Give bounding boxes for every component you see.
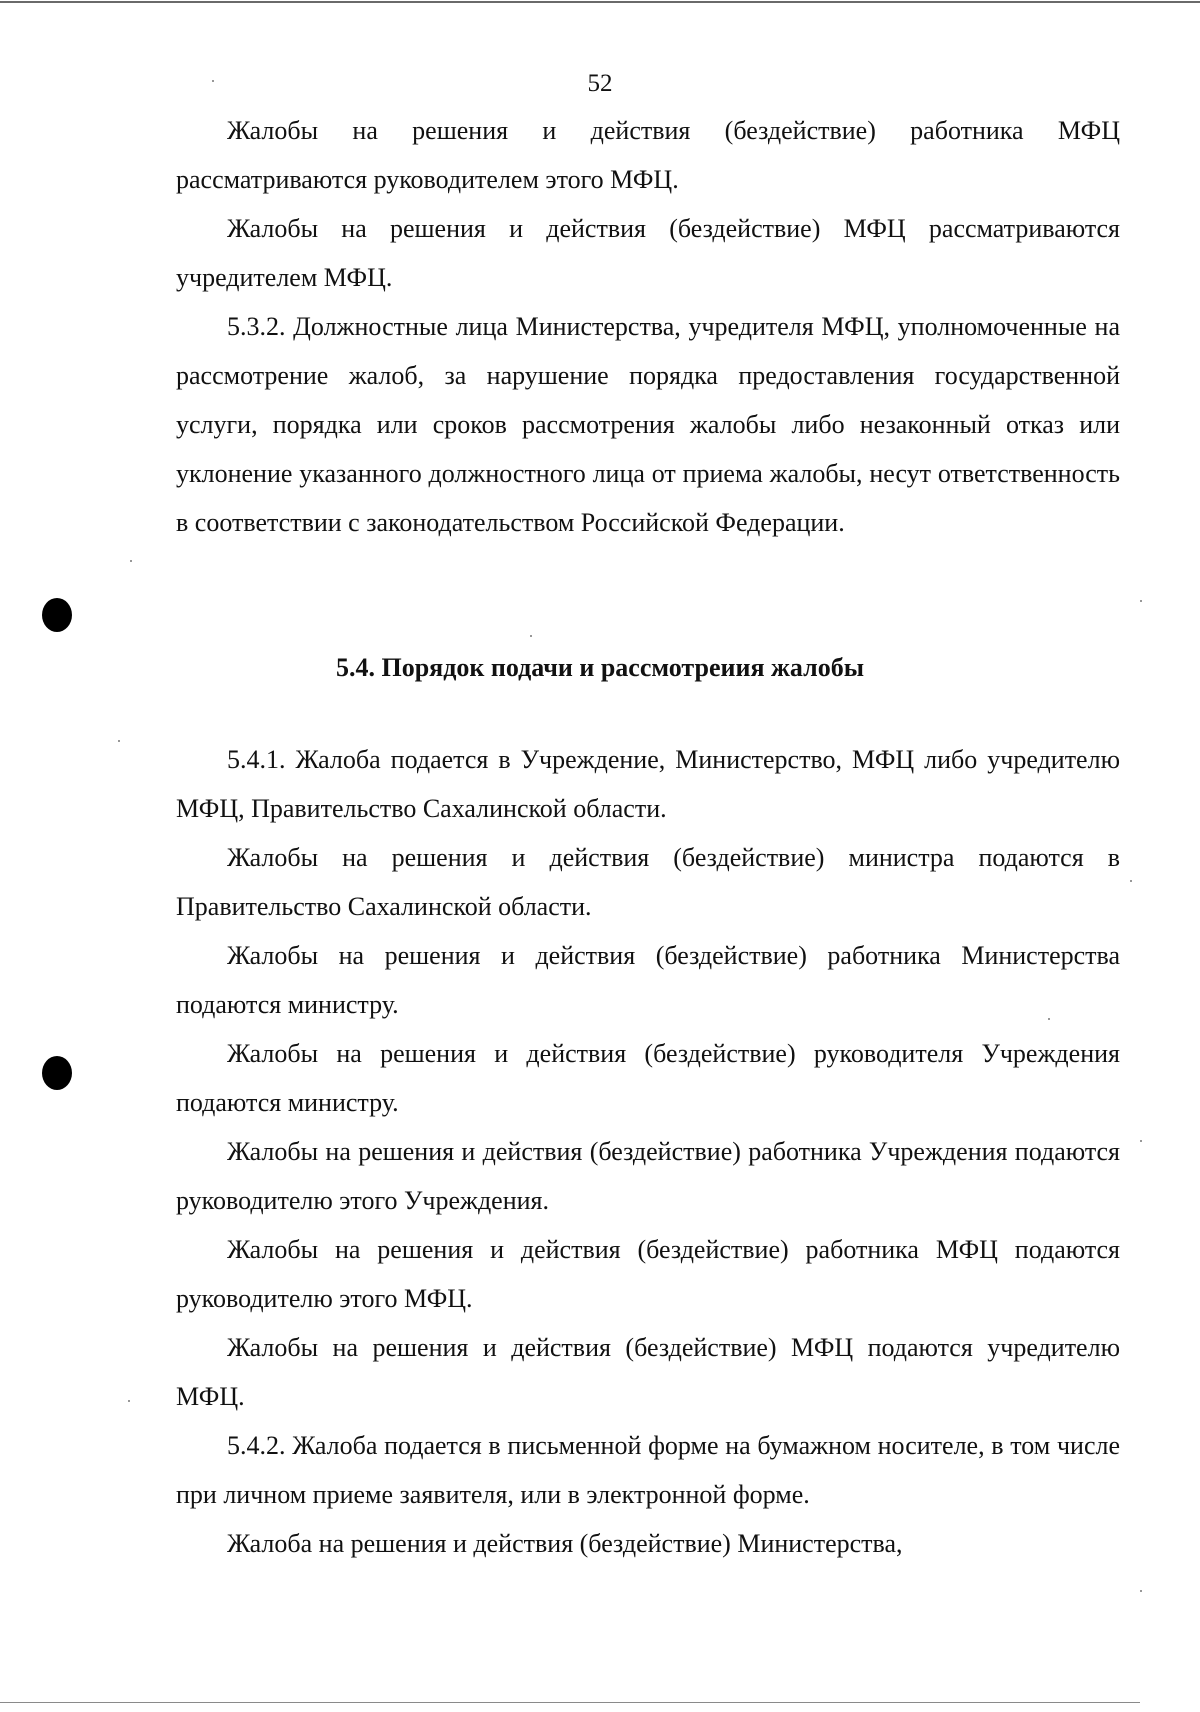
paragraph: Жалобы на решения и действия (бездействие) работника Министерства подаются министру.	[176, 941, 1120, 1019]
punch-hole-mark	[42, 1056, 72, 1090]
section-heading: 5.4. Порядок подачи и рассмотреиия жалобы	[336, 653, 864, 682]
paragraph: 5.4.2. Жалоба подается в письменной форме на бумажном носителе, в том числе при личном приеме заявителя, или в электронной форме.	[176, 1431, 1120, 1509]
paragraph: Жалобы на решения и действия (бездействие) работника МФЦ рассматриваются руководителем этого МФЦ.	[176, 116, 1120, 194]
scan-speck	[1130, 880, 1132, 882]
scan-speck	[118, 740, 120, 742]
text-block-bottom	[176, 735, 1120, 1568]
scan-speck	[130, 560, 132, 562]
paragraph: Жалобы на решения и действия (бездействие) работника Учреждения подаются руководителю этого Учреждения.	[176, 1137, 1120, 1215]
text-block-top	[176, 106, 1120, 547]
scan-bottom-edge	[0, 1702, 1140, 1703]
paragraph: 5.3.2. Должностные лица Министерства, учредителя МФЦ, уполномоченные на рассмотрение жалоб, за нарушение порядка предоставления государственной услуги, порядка или сроков рассмотрения жалобы либо незаконный отказ или уклонение указанного должностного лица от приема жалобы, несут ответственность в соответствии с законодательством Российской Федерации.	[176, 312, 1120, 537]
scan-speck	[1140, 600, 1142, 602]
paragraph: Жалобы на решения и действия (бездействие) МФЦ подаются учредителю МФЦ.	[176, 1333, 1120, 1411]
scan-speck	[1048, 1018, 1050, 1020]
paragraph: Жалобы на решения и действия (бездействие) руководителя Учреждения подаются министру.	[176, 1039, 1120, 1117]
scan-speck	[1140, 1590, 1142, 1592]
paragraph: Жалобы на решения и действия (бездействие) работника МФЦ подаются руководителю этого МФЦ.	[176, 1235, 1120, 1313]
page-number: 52	[587, 70, 613, 97]
scan-speck	[1140, 1140, 1142, 1142]
paragraph: Жалоба на решения и действия (бездействие) Министерства,	[227, 1529, 903, 1558]
scan-speck	[530, 635, 532, 637]
scan-speck	[128, 1400, 130, 1402]
paragraph: Жалобы на решения и действия (бездействие) министра подаются в Правительство Сахалинской области.	[176, 843, 1120, 921]
scan-speck	[212, 80, 214, 82]
paragraph: Жалобы на решения и действия (бездействие) МФЦ рассматриваются учредителем МФЦ.	[176, 214, 1120, 292]
scan-top-edge	[0, 1, 1200, 3]
paragraph: 5.4.1. Жалоба подается в Учреждение, Министерство, МФЦ либо учредителю МФЦ, Правительство Сахалинской области.	[176, 745, 1120, 823]
punch-hole-mark	[42, 598, 72, 632]
